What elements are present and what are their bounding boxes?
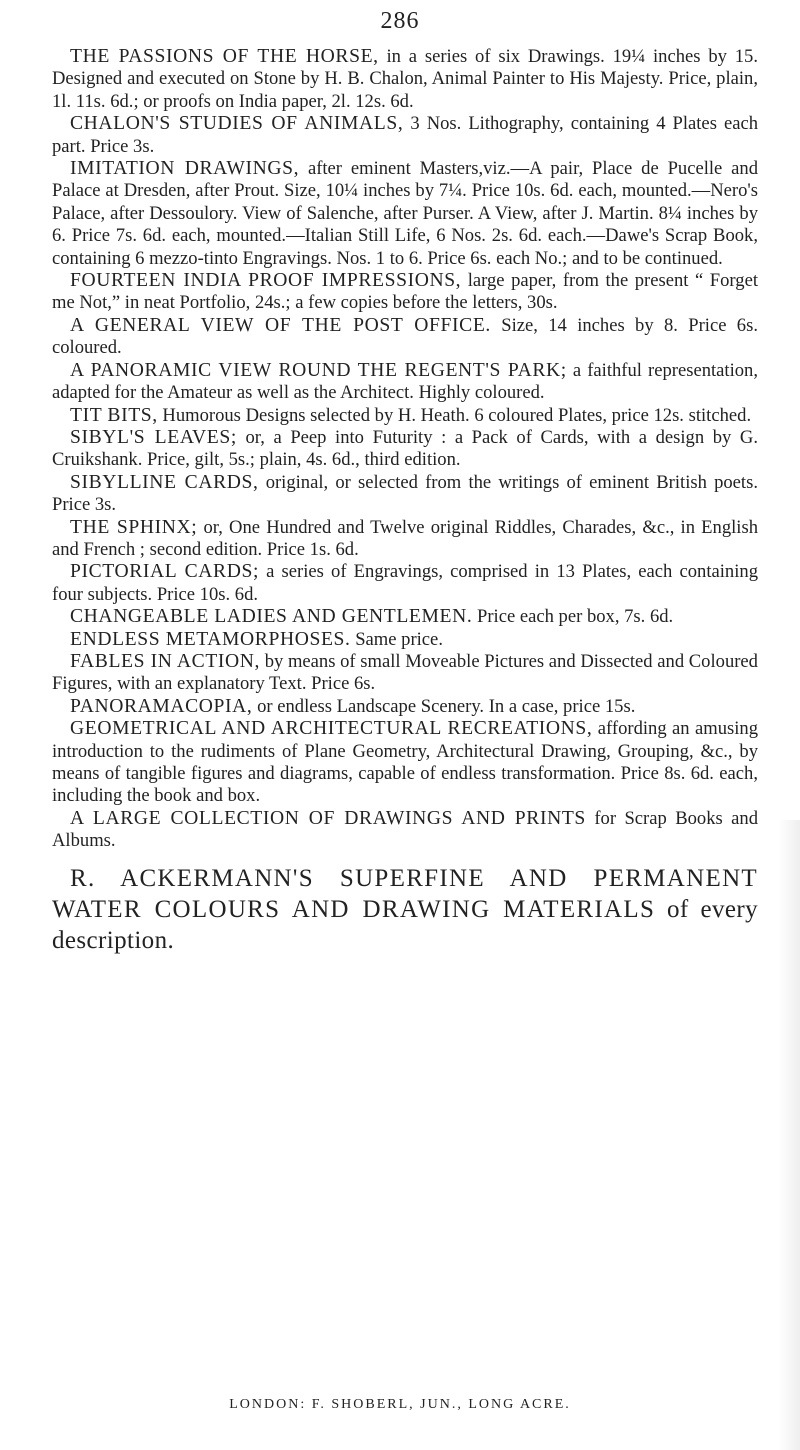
entry-heading: SIBYL'S LEAVES; [70,426,237,448]
catalogue-entry [52,360,758,405]
catalogue-entry [52,651,758,696]
catalogue-entry [52,405,758,427]
entry-body: Price each per box, 7s. 6d. [472,606,674,628]
page-edge-shadow [778,820,800,1450]
entry-heading: CHANGEABLE LADIES AND GENTLEMEN. [70,606,473,628]
entry-body: original, or selected from the writings of eminent British poets. Price 3s. [52,471,758,516]
entry-body: a faithful representation, adapted for the Amateur as well as the Architect. Highly coloured. [52,359,758,404]
entry-body: after eminent Masters,viz.—A pair, Place de Pucelle and Palace at Dresden, after Prout. Size, 10¼ inches by 7¼. Price 10s. 6d. each, mounted.—Nero's Palace, after Dessoulory. View of Salenche, after Purser. A View, after J. Martin. 8¼ inches by 6. Price 7s. 6d. each, mounted.—Italian Still Life, 6 Nos. 2s. 6d. each.—Dawe's Scrap Book, containing 6 mezzo-tinto Engravings. Nos. 1 to 6. Price 6s. each No.; and to be continued. [52,158,758,269]
ackermann-notice [52,863,758,956]
catalogue-listing [52,46,758,956]
catalogue-entry [52,718,758,808]
notice-tail: of every description. [52,895,759,954]
catalogue-entry [52,517,758,562]
entry-body: or, One Hundred and Twelve original Riddles, Charades, &c., in English and French ; second edition. Price 1s. 6d. [52,516,758,560]
entry-heading: THE SPHINX; [70,516,198,538]
notice-heading: R. ACKERMANN'S SUPERFINE AND PERMANENT WATER COLOURS AND DRAWING MATERIALS [52,864,758,923]
entry-heading: A LARGE COLLECTION OF DRAWINGS AND PRINTS [70,807,586,829]
catalogue-entry [52,113,758,158]
entry-heading: TIT BITS, [70,404,158,426]
entry-body: a series of Engravings, comprised in 13 Plates, each containing four subjects. Price 10s. 6d. [52,561,758,605]
entry-heading: FOURTEEN INDIA PROOF IMPRESSIONS, [70,270,462,292]
entry-heading: CHALON'S STUDIES OF ANIMALS, [70,113,404,135]
catalogue-entry [52,427,758,472]
catalogue-entry [52,696,758,718]
entry-body: in a series of six Drawings. 19¼ inches by 15. Designed and executed on Stone by H. B. Chalon, Animal Painter to His Majesty. Price, plain, 1l. 11s. 6d.; or proofs on India paper, 2l. 12s. 6d. [52,46,758,112]
catalogue-entry [52,46,758,113]
printer-imprint: LONDON: F. SHOBERL, JUN., LONG ACRE. [229,1397,571,1412]
entry-body: 3 Nos. Lithography, containing 4 Plates each part. Price 3s. [52,113,758,157]
entry-heading: FABLES IN ACTION, [70,650,261,672]
catalogue-entry [52,561,758,606]
entry-heading: SIBYLLINE CARDS, [70,471,259,493]
entry-heading: A PANORAMIC VIEW ROUND THE REGENT'S PARK; [70,359,567,381]
catalogue-entry [52,606,758,628]
entry-heading: ENDLESS METAMORPHOSES. [70,628,351,650]
entry-heading: A GENERAL VIEW OF THE POST OFFICE. [70,314,491,336]
entry-heading: THE PASSIONS OF THE HORSE, [70,46,379,67]
entry-body: Size, 14 inches by 8. Price 6s. coloured. [52,314,758,359]
entry-body: Humorous Designs selected by H. Heath. 6 coloured Plates, price 12s. stitched. [157,404,752,426]
entry-heading: PICTORIAL CARDS; [70,561,260,583]
entry-body: Same price. [350,628,443,650]
entry-heading: GEOMETRICAL AND ARCHITECTURAL RECREATIONS, [70,718,593,740]
catalogue-entry [52,158,758,270]
catalogue-entry [52,629,758,651]
entry-body: affording an amusing introduction to the rudiments of Plane Geometry, Architectural Drawing, Grouping, &c., by means of tangible figures and diagrams, capable of endless transformation. Price 8s. 6d. each, including the book and box. [52,718,758,807]
catalogue-entry [52,808,758,853]
entry-heading: IMITATION DRAWINGS, [70,158,300,180]
page-number: 286 [380,8,420,34]
entry-body: or, a Peep into Futurity : a Pack of Cards, with a design by G. Cruikshank. Price, gilt, 5s.; plain, 4s. 6d., third edition. [52,426,758,471]
catalogue-entry [52,315,758,360]
entry-body: for Scrap Books and Albums. [52,807,758,852]
entry-body: or endless Landscape Scenery. In a case, price 15s. [252,695,636,717]
catalogue-entry [52,472,758,517]
entry-body: by means of small Moveable Pictures and Dissected and Coloured Figures, with an explanatory Text. Price 6s. [52,650,758,695]
catalogue-entry [52,270,758,315]
entry-body: large paper, from the present “ Forget me Not,” in neat Portfolio, 24s.; a few copies before the letters, 30s. [52,270,758,314]
entry-heading: PANORAMACOPIA, [70,695,253,717]
